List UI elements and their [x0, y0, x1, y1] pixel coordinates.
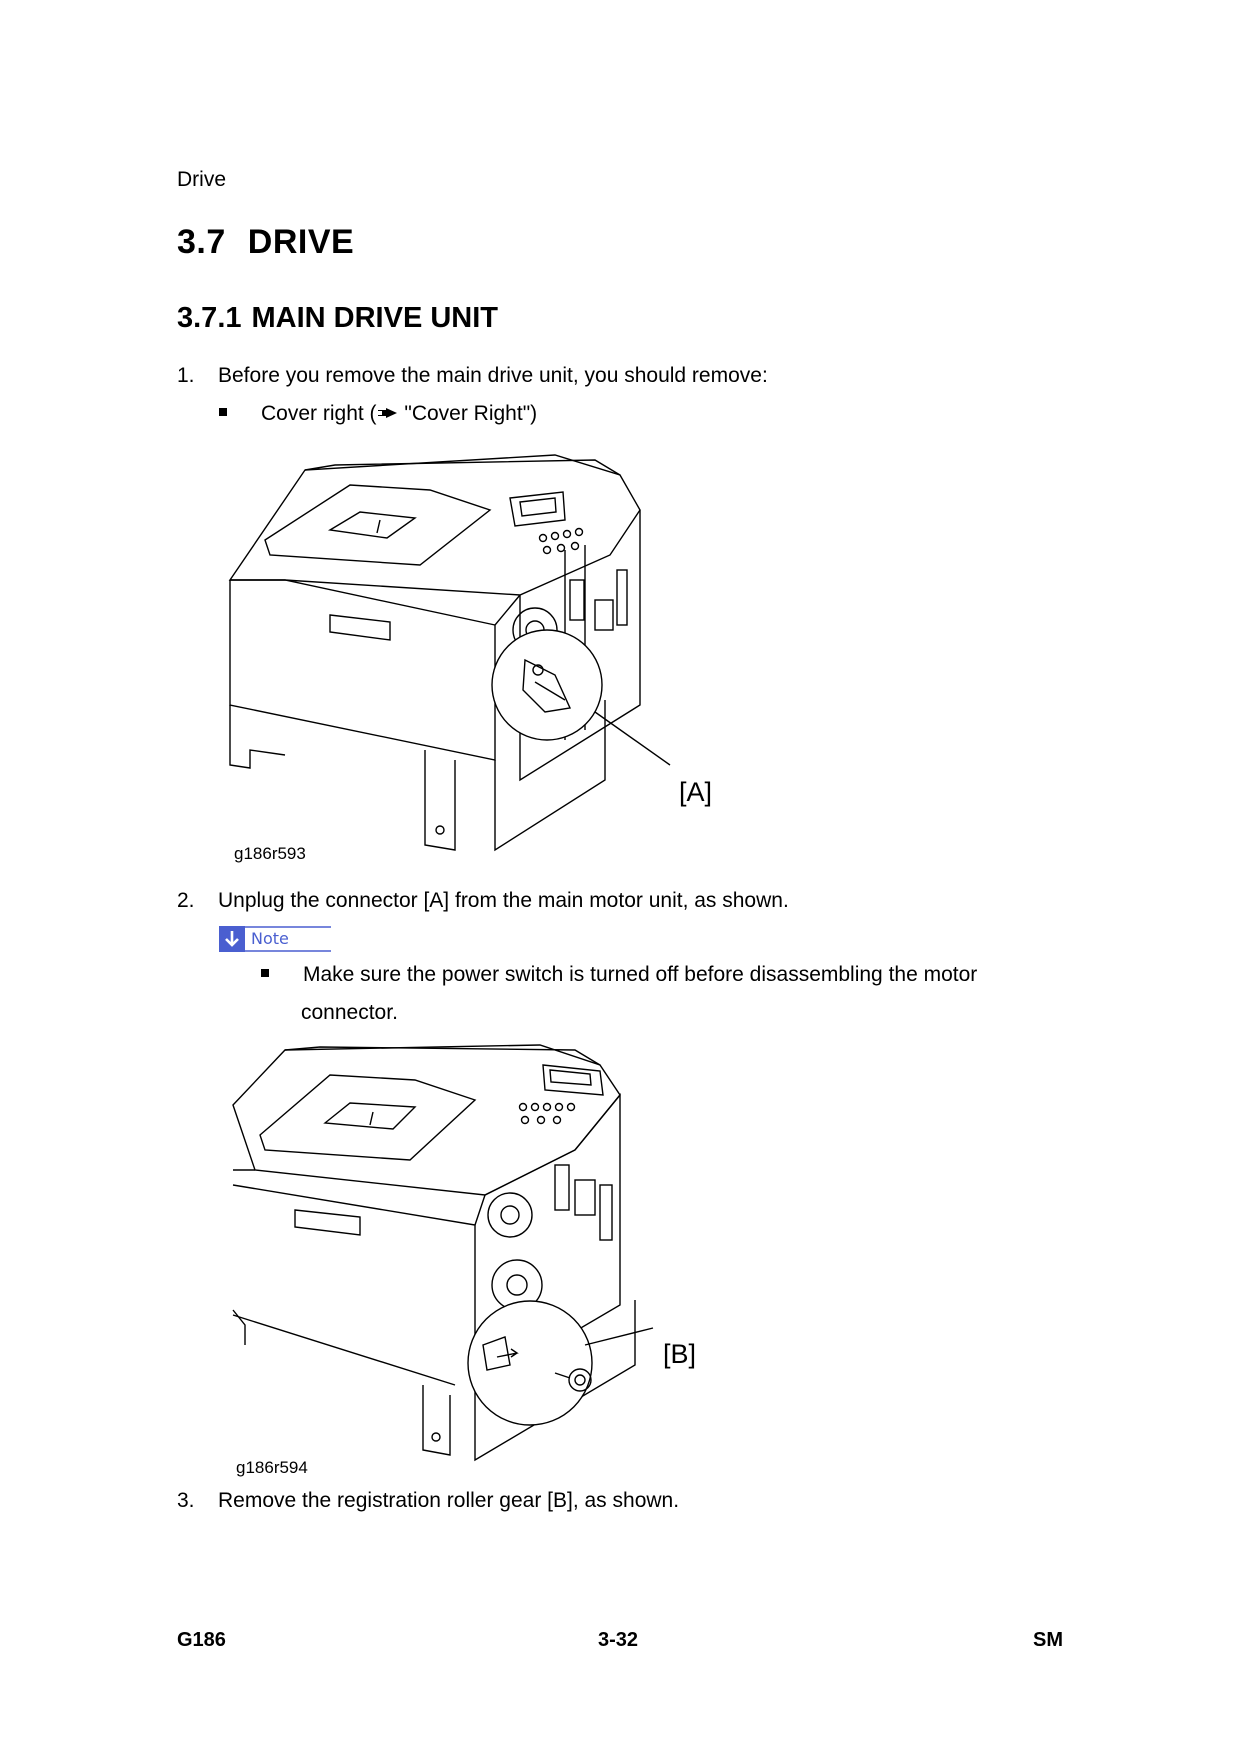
subsection-number: 3.7.1 [177, 302, 242, 334]
step-text: Remove the registration roller gear [B], as shown. [218, 1489, 680, 1512]
section-heading [177, 223, 354, 262]
step-3 [177, 1489, 679, 1513]
step-2 [177, 889, 789, 913]
step-number: 2. [177, 889, 195, 912]
pointing-hand-icon [377, 407, 399, 419]
footer-page-number: 3-32 [598, 1629, 639, 1651]
footer-model: G186 [177, 1629, 226, 1651]
prereq-ref-link[interactable]: "Cover Right") [398, 402, 538, 425]
footer-manual-code: SM [1033, 1629, 1063, 1651]
bullet-marker [219, 408, 227, 416]
figure-1-caption: g186r593 [234, 844, 306, 863]
prereq-bullet [219, 402, 537, 426]
note-label: Note [251, 929, 289, 948]
figure-2-illustration [225, 1045, 705, 1465]
figure-2-callout: [B] [663, 1339, 697, 1369]
note-text-line2: connector. [301, 1001, 398, 1024]
step-text: Unplug the connector [A] from the main motor unit, as shown. [218, 889, 789, 912]
step-number: 3. [177, 1489, 195, 1512]
bullet-marker [261, 969, 269, 977]
prereq-prefix: Cover right ( [261, 402, 377, 425]
step-1 [177, 364, 768, 388]
note-text-line1: Make sure the power switch is turned off before disassembling the motor [303, 963, 978, 986]
figure-1-illustration [225, 450, 715, 860]
note-badge [219, 926, 333, 952]
subsection-heading [177, 302, 498, 335]
subsection-title: MAIN DRIVE UNIT [251, 302, 498, 334]
step-number: 1. [177, 364, 195, 387]
figure-2-caption: g186r594 [236, 1458, 308, 1477]
section-number: 3.7 [177, 223, 226, 261]
running-head: Drive [177, 168, 227, 191]
step-text: Before you remove the main drive unit, you should remove: [218, 364, 768, 387]
note-bullet [261, 963, 977, 987]
figure-1-callout: [A] [679, 777, 713, 807]
section-title: DRIVE [247, 223, 355, 261]
